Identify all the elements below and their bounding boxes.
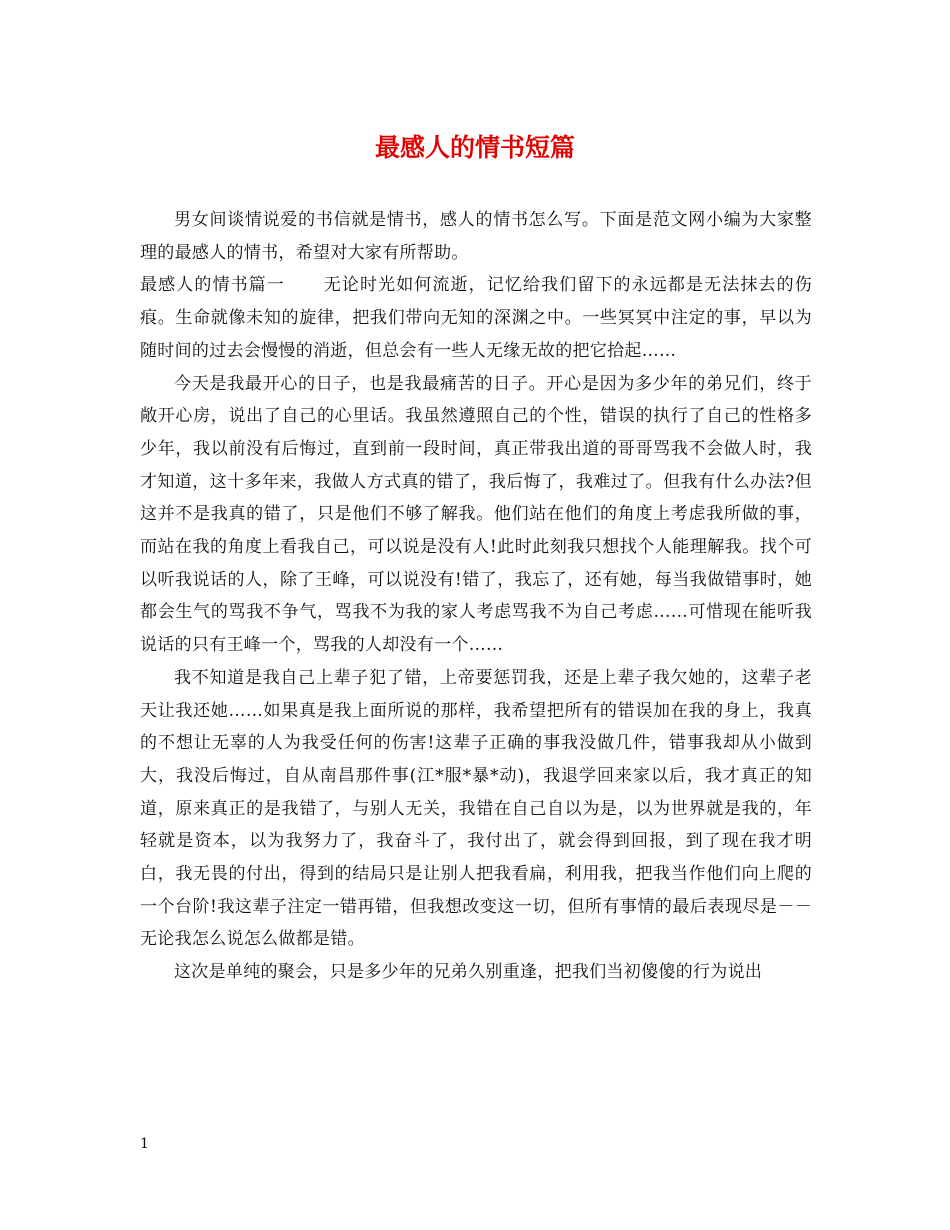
page-number: 1 xyxy=(140,1136,149,1152)
document-title: 最感人的情书短篇 xyxy=(374,133,575,162)
body-paragraph: 这次是单纯的聚会，只是多少年的兄弟久别重逢，把我们当初傻傻的行为说出 xyxy=(174,962,763,983)
section-heading: 最感人的情书篇一 xyxy=(140,275,285,296)
intro-paragraph: 男女间谈情说爱的书信就是情书，感人的情书怎么写。下面是范文网小编为大家整理的最感人的情书，希望对大家有所帮助。 xyxy=(140,210,812,263)
section-first-paragraph: 无论时光如何流逝，记忆给我们留下的永远都是无法抹去的伤痕。生命就像未知的旋律，把我们带向无知的深渊之中。一些冥冥中注定的事，早以为随时间的过去会慢慢的消逝，但总会有一些人无缘无故的把它拾起…… xyxy=(140,275,812,361)
body-paragraph: 我不知道是我自己上辈子犯了错，上帝要惩罚我，还是上辈子我欠她的，这辈子老天让我还她……如果真是我上面所说的那样，我希望把所有的错误加在我的身上，我真的不想让无辜的人为我受任何的伤害!这辈子正确的事我没做几件，错事我却从小做到大，我没后悔过，自从南昌那件事(江*服*暴*动)，我退学回来家以后，我才真正的知道，原来真正的是我错了，与别人无关，我错在自己自以为是，以为世界就是我的，年轻就是资本，以为我努力了，我奋斗了，我付出了，就会得到回报，到了现在我才明白，我无畏的付出，得到的结局只是让别人把我看扁，利用我，把我当作他们向上爬的一个台阶!我这辈子注定一错再错，但我想改变这一切，但所有事情的最后表现尽是－－无论我怎么说怎么做都是错。 xyxy=(140,667,812,950)
section-first-paragraph-block xyxy=(140,269,812,367)
document-body xyxy=(140,204,812,989)
body-paragraph: 今天是我最开心的日子，也是我最痛苦的日子。开心是因为多少年的弟兄们，终于敞开心房，说出了自己的心里话。我虽然遵照自己的个性，错误的执行了自己的性格多少年，我以前没有后悔过，直到前一段时间，真正带我出道的哥哥骂我不会做人时，我才知道，这十多年来，我做人方式真的错了，我后悔了，我难过了。但我有什么办法?但这并不是我真的错了，只是他们不够了解我。他们站在他们的角度上考虑我所做的事，而站在我的角度上看我自己，可以说是没有人!此时此刻我只想找个人能理解我。找个可以听我说话的人，除了王峰，可以说没有!错了，我忘了，还有她，每当我做错事时，她都会生气的骂我不争气，骂我不为我的家人考虑骂我不为自己考虑……可惜现在能听我说话的只有王峰一个，骂我的人却没有一个…… xyxy=(140,373,812,656)
